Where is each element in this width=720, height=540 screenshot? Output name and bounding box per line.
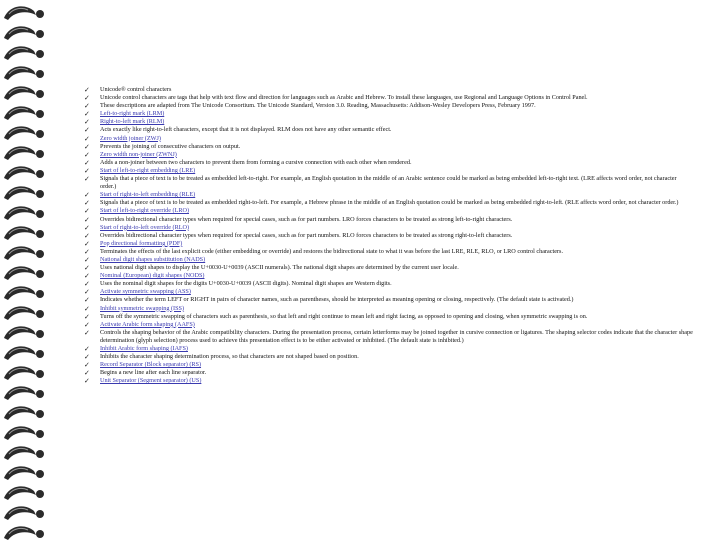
spiral-ring-icon bbox=[4, 26, 44, 40]
list-item bbox=[84, 280, 694, 288]
link-text[interactable]: Pop directional formatting (PDF) bbox=[100, 239, 183, 247]
list-item-link[interactable] bbox=[84, 272, 694, 280]
list-item-link[interactable] bbox=[84, 240, 694, 248]
item-text: These descriptions are adapted from The Unicode Consortium. The Unicode Standard, Version 3.0. Reading, Massachusetts: Addison-Wesley Developers Press, February 1997. bbox=[100, 102, 536, 110]
spiral-ring-icon bbox=[4, 166, 44, 180]
item-text: Overrides bidirectional character types when required for special cases, such as for part numbers. LRO forces characters to be treated as strong left-to-right characters. bbox=[100, 215, 513, 223]
link-text[interactable]: Activate symmetric swapping (ASS) bbox=[100, 288, 191, 296]
spiral-ring-icon bbox=[4, 226, 44, 240]
link-text[interactable]: Start of left-to-right override (LRO) bbox=[100, 207, 190, 215]
link-text[interactable]: National digit shapes substitution (NADS) bbox=[100, 255, 206, 263]
spiral-ring-icon bbox=[4, 286, 44, 300]
spiral-ring-icon bbox=[4, 326, 44, 340]
checkmark-bullet-icon: ✓ bbox=[84, 191, 90, 200]
checkmark-bullet-icon: ✓ bbox=[84, 150, 90, 159]
checkmark-bullet-icon: ✓ bbox=[84, 142, 90, 151]
checkmark-bullet-icon: ✓ bbox=[84, 166, 90, 175]
link-text[interactable]: Inhibit Arabic form shaping (IAFS) bbox=[100, 345, 188, 352]
item-text: Signals that a piece of text is to be treated as embedded right-to-left. For example, a Hebrew phrase in the middle of an English quotation could be marked as being embedded right-to-left. (RLE affects word order, not character order.) bbox=[100, 199, 679, 207]
list-item-link[interactable] bbox=[84, 110, 694, 118]
checkmark-bullet-icon: ✓ bbox=[84, 377, 90, 386]
checkmark-bullet-icon: ✓ bbox=[84, 328, 90, 337]
list-item bbox=[84, 232, 694, 240]
checkmark-bullet-icon: ✓ bbox=[84, 320, 90, 329]
link-text[interactable]: Unit Separator (Segment separator) (US) bbox=[100, 377, 202, 385]
spiral-ring-icon bbox=[4, 186, 44, 200]
link-text[interactable]: Zero width non-joiner (ZWNJ) bbox=[100, 150, 177, 158]
list-item bbox=[84, 329, 694, 345]
spiral-ring-icon bbox=[4, 306, 44, 320]
item-text: Signals that a piece of text is to be treated as embedded left-to-right. For example, an English quotation in the middle of an Arabic sentence could be marked as being embedded left-to-right text. (LRE affects word order, not character order.) bbox=[100, 175, 677, 191]
list-item bbox=[84, 94, 694, 102]
checkmark-bullet-icon: ✓ bbox=[84, 199, 90, 208]
item-text: Controls the shaping behavior of the Arabic compatibility characters. During the presentation process, certain letterforms may be joined together in cursive connection or ligatures. The shaping selector codes indicate that the character shape determination (glyph selection) process used to achieve this presentation effect is to be either activated or inhibited. (The default state is inhibited.) bbox=[100, 328, 693, 344]
item-text: Overrides bidirectional character types when required for special cases, such as for part numbers. RLO forces characters to be treated as strong right-to-left characters. bbox=[100, 231, 513, 239]
checkmark-bullet-icon: ✓ bbox=[84, 175, 90, 184]
spiral-ring-icon bbox=[4, 406, 44, 420]
spiral-ring-icon bbox=[4, 146, 44, 160]
item-text: Unicode control characters are tags that help with text flow and direction for languages such as Arabic and Hebrew. To install these languages, use Regional and Language Options in Control Panel. bbox=[100, 94, 588, 102]
checkmark-bullet-icon: ✓ bbox=[84, 134, 90, 143]
spiral-ring-icon bbox=[4, 126, 44, 140]
control-characters-list bbox=[84, 86, 694, 385]
link-text[interactable]: Inhibit symmetric swapping (ISS) bbox=[100, 304, 185, 312]
spiral-ring-icon bbox=[4, 46, 44, 60]
item-text: Turns off the symmetric swapping of characters such as parenthesis, so that left and right continue to mean left and right facing, as opposed to opening and closing, when symmetric swapping is on. bbox=[100, 312, 588, 320]
link-text[interactable]: Nominal (European) digit shapes (NODS) bbox=[100, 272, 205, 280]
spiral-ring-icon bbox=[4, 6, 44, 20]
item-text: Terminates the effects of the last explicit code (either embedding or override) and restores the bidirectional state to what it was before the last LRE, RLE, RLO, or LRO control characters. bbox=[100, 247, 564, 255]
link-text[interactable]: Right-to-left mark (RLM) bbox=[100, 118, 165, 126]
checkmark-bullet-icon: ✓ bbox=[84, 94, 90, 103]
list-item-link[interactable] bbox=[84, 345, 694, 353]
checkmark-bullet-icon: ✓ bbox=[84, 353, 90, 362]
list-item bbox=[84, 199, 694, 207]
link-text[interactable]: Zero width joiner (ZWJ) bbox=[100, 134, 161, 142]
item-text: Inhibits the character shaping determination process, so that characters are not shaped based on position. bbox=[100, 353, 359, 361]
list-item-link[interactable] bbox=[84, 191, 694, 199]
checkmark-bullet-icon: ✓ bbox=[84, 215, 90, 224]
list-item-link[interactable] bbox=[84, 288, 694, 296]
checkmark-bullet-icon: ✓ bbox=[84, 86, 90, 94]
checkmark-bullet-icon: ✓ bbox=[84, 239, 90, 248]
list-item bbox=[84, 143, 694, 151]
item-text: Acts exactly like right-to-left characters, except that it is not displayed. RLM does not have any other semantic effect. bbox=[100, 126, 392, 134]
spiral-ring-icon bbox=[4, 366, 44, 380]
item-text: Unicode® control characters bbox=[100, 86, 172, 93]
link-text[interactable]: Start of right-to-left override (RLO) bbox=[100, 223, 190, 231]
checkmark-bullet-icon: ✓ bbox=[84, 158, 90, 167]
link-text[interactable]: Left-to-right mark (LRM) bbox=[100, 110, 165, 118]
list-item bbox=[84, 264, 694, 272]
link-text[interactable]: Start of left-to-right embedding (LRE) bbox=[100, 166, 196, 174]
list-item bbox=[84, 296, 694, 304]
item-text: Uses the nominal digit shapes for the digits U+0030-U+0039 (ASCII digits). Nominal digit shapes are Western digits. bbox=[100, 280, 392, 288]
list-item bbox=[84, 313, 694, 321]
checkmark-bullet-icon: ✓ bbox=[84, 312, 90, 321]
spiral-ring-icon bbox=[4, 386, 44, 400]
list-item bbox=[84, 369, 694, 377]
spiral-ring-icon bbox=[4, 506, 44, 520]
spiral-ring-icon bbox=[4, 526, 44, 540]
item-text: Uses national digit shapes to display the U+0030-U+0039 (ASCII numerals). The national digit shapes are determined by the current user locale. bbox=[100, 264, 459, 272]
spiral-ring-icon bbox=[4, 206, 44, 220]
spiral-ring-icon bbox=[4, 266, 44, 280]
checkmark-bullet-icon: ✓ bbox=[84, 280, 90, 289]
link-text[interactable]: Start of right-to-left embedding (RLE) bbox=[100, 191, 196, 199]
list-item bbox=[84, 102, 694, 110]
checkmark-bullet-icon: ✓ bbox=[84, 110, 90, 119]
checkmark-bullet-icon: ✓ bbox=[84, 223, 90, 232]
checkmark-bullet-icon: ✓ bbox=[84, 272, 90, 281]
list-item-link[interactable] bbox=[84, 361, 694, 369]
link-text[interactable]: Record Separator (Block separator) (RS) bbox=[100, 361, 202, 369]
checkmark-bullet-icon: ✓ bbox=[84, 264, 90, 273]
spiral-ring-icon bbox=[4, 246, 44, 260]
list-item-link[interactable] bbox=[84, 305, 694, 313]
list-item-link[interactable] bbox=[84, 224, 694, 232]
list-item-link[interactable] bbox=[84, 135, 694, 143]
list-item bbox=[84, 248, 694, 256]
list-item-link[interactable] bbox=[84, 207, 694, 215]
item-text: Begins a new line after each line separator. bbox=[100, 369, 207, 377]
checkmark-bullet-icon: ✓ bbox=[84, 369, 90, 378]
spiral-ring-icon bbox=[4, 446, 44, 460]
checkmark-bullet-icon: ✓ bbox=[84, 247, 90, 256]
list-item-link[interactable] bbox=[84, 321, 694, 329]
spiral-ring-icon bbox=[4, 106, 44, 120]
notebook-spiral-binding bbox=[0, 0, 52, 540]
checkmark-bullet-icon: ✓ bbox=[84, 231, 90, 240]
list-item-link[interactable] bbox=[84, 377, 694, 385]
checkmark-bullet-icon: ✓ bbox=[84, 102, 90, 111]
list-item-link[interactable] bbox=[84, 256, 694, 264]
list-item-link[interactable] bbox=[84, 118, 694, 126]
list-item bbox=[84, 159, 694, 167]
spiral-ring-icon bbox=[4, 346, 44, 360]
checkmark-bullet-icon: ✓ bbox=[84, 255, 90, 264]
link-text[interactable]: Activate Arabic form shaping (AAFS) bbox=[100, 320, 195, 328]
list-item bbox=[84, 353, 694, 361]
checkmark-bullet-icon: ✓ bbox=[84, 207, 90, 216]
item-text: Adds a non-joiner between two characters to prevent them from forming a cursive connection with each other when rendered. bbox=[100, 158, 412, 166]
list-item bbox=[84, 86, 694, 94]
spiral-ring-icon bbox=[4, 426, 44, 440]
spiral-ring-icon bbox=[4, 466, 44, 480]
list-item bbox=[84, 175, 694, 191]
spiral-ring-icon bbox=[4, 66, 44, 80]
checkmark-bullet-icon: ✓ bbox=[84, 304, 90, 313]
spiral-ring-icon bbox=[4, 486, 44, 500]
spiral-ring-icon bbox=[4, 86, 44, 100]
checkmark-bullet-icon: ✓ bbox=[84, 126, 90, 135]
checkmark-bullet-icon: ✓ bbox=[84, 361, 90, 370]
checkmark-bullet-icon: ✓ bbox=[84, 296, 90, 305]
item-text: Prevents the joining of consecutive characters on output. bbox=[100, 142, 241, 150]
list-item bbox=[84, 216, 694, 224]
list-item-link[interactable] bbox=[84, 167, 694, 175]
item-text: Indicates whether the term LEFT or RIGHT in pairs of character names, such as parentheses, should be interpreted as meaning opening or closing, respectively. (The default state is activated.) bbox=[100, 296, 574, 304]
checkmark-bullet-icon: ✓ bbox=[84, 288, 90, 297]
list-item-link[interactable] bbox=[84, 151, 694, 159]
checkmark-bullet-icon: ✓ bbox=[84, 345, 90, 353]
list-item bbox=[84, 126, 694, 134]
checkmark-bullet-icon: ✓ bbox=[84, 118, 90, 127]
